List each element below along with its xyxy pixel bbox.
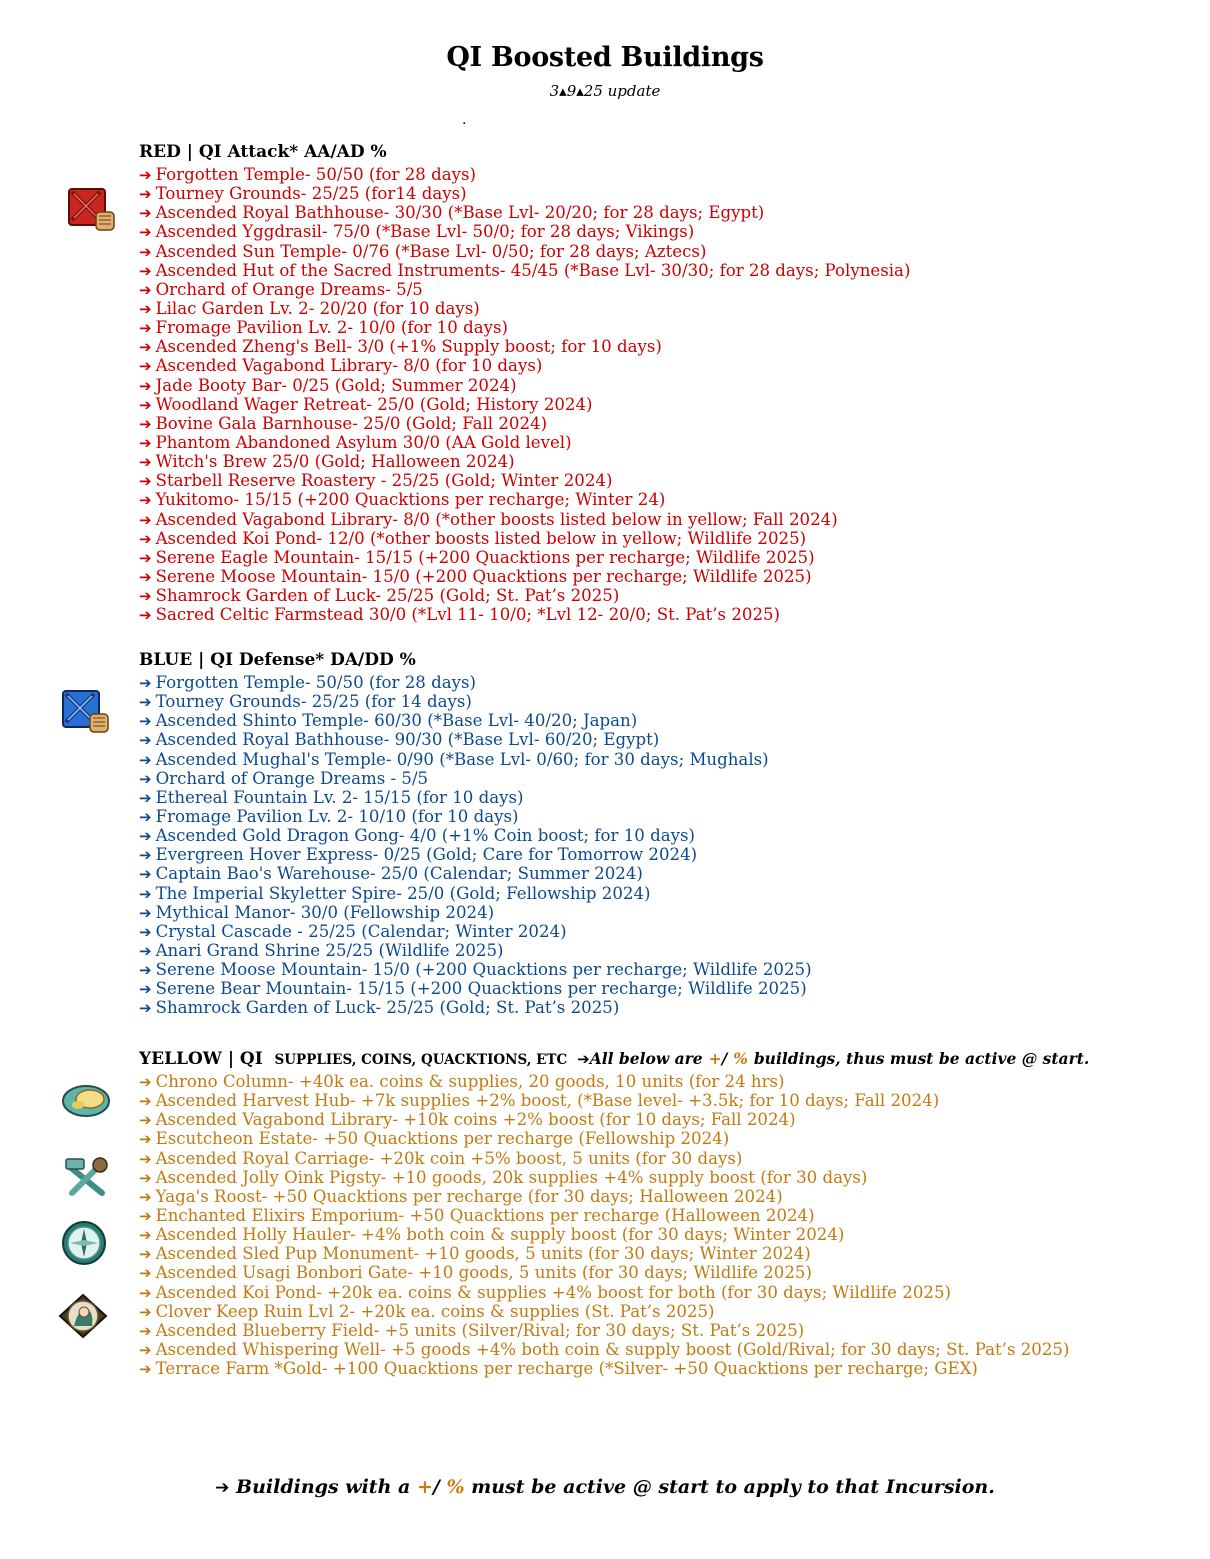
- blue-list-item: [139, 750, 812, 769]
- blue-list-item: [139, 711, 812, 730]
- list-item-text: Ascended Harvest Hub- +7k supplies +2% boost, (*Base level- +3.5k; for 10 days; Fall 2024): [155, 1091, 940, 1111]
- arrow-icon: ➔: [139, 433, 152, 452]
- yellow-list-item: [139, 1340, 1089, 1359]
- red-list-item: [139, 395, 910, 414]
- arrow-icon: ➔: [139, 1302, 152, 1321]
- list-item-text: Ascended Whispering Well- +5 goods +4% both coin & supply boost (Gold/Rival; for 30 days; St. Pat’s 2025): [155, 1339, 1070, 1359]
- arrow-icon: ➔: [139, 941, 152, 960]
- arrow-icon: ➔: [139, 453, 152, 472]
- red-list-item: [139, 510, 910, 529]
- arrow-icon: ➔: [139, 1130, 152, 1149]
- footer-text-a: Buildings with a: [236, 1476, 411, 1498]
- yellow-list-item: [139, 1283, 1089, 1302]
- list-item-text: Ascended Vagabond Library- +10k coins +2% boost (for 10 days; Fall 2024): [155, 1110, 796, 1130]
- arrow-icon: ➔: [139, 1149, 152, 1168]
- arrow-icon: ➔: [139, 261, 152, 280]
- arrow-icon: ➔: [139, 472, 152, 491]
- supplies-icon: [60, 1081, 112, 1121]
- arrow-icon: ➔: [139, 1283, 152, 1302]
- list-item-text: Ascended Sled Pup Monument- +10 goods, 5 units (for 30 days; Winter 2024): [155, 1244, 811, 1264]
- yellow-list-item: [139, 1321, 1089, 1340]
- list-item-text: Ascended Vagabond Library- 8/0 (*other boosts listed below in yellow; Fall 2024): [155, 509, 838, 529]
- page-subtitle: 3▴9▴25 update: [549, 82, 661, 100]
- yellow-list-item: [139, 1072, 1089, 1091]
- arrow-icon: ➔: [139, 1111, 152, 1130]
- red-list-item: [139, 280, 910, 299]
- arrow-icon: ➔: [139, 1264, 152, 1283]
- blue-list-item: [139, 960, 812, 979]
- list-item-text: Serene Eagle Mountain- 15/15 (+200 Quacktions per recharge; Wildlife 2025): [155, 547, 815, 567]
- list-item-text: Bovine Gala Barnhouse- 25/0 (Gold; Fall 2024): [155, 413, 548, 433]
- arrow-icon: ➔: [139, 1187, 152, 1206]
- list-item-text: Escutcheon Estate- +50 Quacktions per recharge (Fellowship 2024): [155, 1129, 730, 1149]
- list-item-text: Ascended Shinto Temple- 60/30 (*Base Lvl- 40/20; Japan): [155, 711, 638, 731]
- arrow-icon: ➔: [139, 1073, 152, 1091]
- red-list-item: [139, 414, 910, 433]
- arrow-icon: ➔: [139, 606, 152, 625]
- list-item-text: Evergreen Hover Express- 0/25 (Gold; Care for Tomorrow 2024): [155, 845, 698, 865]
- yellow-list-item: [139, 1110, 1089, 1129]
- list-item-text: Ascended Jolly Oink Pigsty- +10 goods, 20k supplies +4% supply boost (for 30 days): [155, 1167, 868, 1187]
- arrow-icon: ➔: [139, 1321, 152, 1340]
- blue-list-item: [139, 903, 812, 922]
- list-item-text: Shamrock Garden of Luck- 25/25 (Gold; St. Pat’s 2025): [155, 998, 620, 1018]
- blue-list-item: [139, 730, 812, 749]
- blue-heading: BLUE | QI Defense* DA/DD %: [139, 650, 416, 670]
- arrow-icon: ➔: [139, 1340, 152, 1359]
- arrow-icon: ➔: [139, 903, 152, 922]
- blue-list-item: [139, 941, 812, 960]
- red-list-item: [139, 433, 910, 452]
- footer-percent-symbol: %: [446, 1476, 465, 1498]
- arrow-icon: ➔: [139, 185, 152, 204]
- list-item-text: Phantom Abandoned Asylum 30/0 (AA Gold level): [155, 432, 572, 452]
- yellow-heading-main: YELLOW | QI: [139, 1049, 263, 1069]
- list-item-text: Ascended Koi Pond- 12/0 (*other boosts listed below in yellow; Wildlife 2025): [155, 528, 807, 548]
- yellow-heading: [139, 1048, 1089, 1072]
- yellow-section: [139, 1048, 1089, 1378]
- list-item-text: Ascended Royal Carriage- +20k coin +5% boost, 5 units (for 30 days): [155, 1148, 743, 1168]
- yellow-list-item: [139, 1302, 1089, 1321]
- arrow-icon: ➔: [139, 319, 152, 338]
- arrow-icon: ➔: [139, 242, 152, 261]
- red-list-item: [139, 242, 910, 261]
- yellow-list-item: [139, 1168, 1089, 1187]
- arrow-icon: ➔: [139, 693, 152, 712]
- list-item-text: Ascended Yggdrasil- 75/0 (*Base Lvl- 50/0; for 28 days; Vikings): [155, 222, 695, 242]
- list-item-text: Shamrock Garden of Luck- 25/25 (Gold; St. Pat’s 2025): [155, 586, 620, 606]
- yellow-note-b: buildings, thus must be active @ start.: [753, 1049, 1090, 1068]
- yellow-list-item: [139, 1263, 1089, 1282]
- blue-list-item: [139, 769, 812, 788]
- arrow-icon: ➔: [139, 846, 152, 865]
- arrow-icon: ➔: [139, 548, 152, 567]
- list-item-text: Ascended Usagi Bonbori Gate- +10 goods, 5 units (for 30 days; Wildlife 2025): [155, 1263, 812, 1283]
- list-item-text: Lilac Garden Lv. 2- 20/20 (for 10 days): [155, 298, 480, 318]
- list-item-text: Yaga's Roost- +50 Quacktions per recharge (for 30 days; Halloween 2024): [155, 1186, 783, 1206]
- blue-list-item: [139, 884, 812, 903]
- arrow-icon: ➔: [139, 865, 152, 884]
- list-item-text: Ascended Hut of the Sacred Instruments- 45/45 (*Base Lvl- 30/30; for 28 days; Polynesia): [155, 260, 911, 280]
- arrow-icon: ➔: [139, 204, 152, 223]
- tools-icon: [62, 1153, 110, 1201]
- list-item-text: Tourney Grounds- 25/25 (for 14 days): [155, 692, 472, 712]
- list-item-text: Ascended Vagabond Library- 8/0 (for 10 days): [155, 356, 543, 376]
- list-item-text: Clover Keep Ruin Lvl 2- +20k ea. coins & supplies (St. Pat’s 2025): [155, 1301, 715, 1321]
- red-list-item: [139, 490, 910, 509]
- blue-list: [139, 673, 812, 1018]
- red-list: [139, 165, 910, 624]
- list-item-text: Ascended Blueberry Field- +5 units (Silver/Rival; for 30 days; St. Pat’s 2025): [155, 1320, 805, 1340]
- list-item-text: Forgotten Temple- 50/50 (for 28 days): [155, 673, 476, 692]
- red-list-item: [139, 586, 910, 605]
- page-title: QI Boosted Buildings: [446, 42, 764, 73]
- red-list-item: [139, 452, 910, 471]
- list-item-text: Serene Moose Mountain- 15/0 (+200 Quacktions per recharge; Wildlife 2025): [155, 960, 812, 980]
- heading-arrow-icon: ➔: [577, 1050, 590, 1068]
- blue-list-item: [139, 922, 812, 941]
- arrow-icon: ➔: [139, 1245, 152, 1264]
- arrow-icon: ➔: [139, 884, 152, 903]
- red-list-item: [139, 548, 910, 567]
- slash-symbol: /: [721, 1049, 728, 1068]
- list-item-text: Tourney Grounds- 25/25 (for14 days): [155, 184, 467, 204]
- red-section: [139, 141, 910, 624]
- arrow-icon: ➔: [139, 750, 152, 769]
- yellow-note-a: All below are: [589, 1049, 703, 1068]
- list-item-text: Captain Bao's Warehouse- 25/0 (Calendar; Summer 2024): [155, 864, 643, 884]
- blue-section: [139, 649, 812, 1018]
- list-item-text: Jade Booty Bar- 0/25 (Gold; Summer 2024): [155, 375, 517, 395]
- arrow-icon: ➔: [139, 376, 152, 395]
- red-list-item: [139, 184, 910, 203]
- red-list-item: [139, 605, 910, 624]
- blue-list-item: [139, 845, 812, 864]
- list-item-text: Terrace Farm *Gold- +100 Quacktions per recharge (*Silver- +50 Quacktions per recharge; GEX): [155, 1359, 978, 1379]
- blue-list-item: [139, 692, 812, 711]
- list-item-text: Ascended Koi Pond- +20k ea. coins & supplies +4% boost for both (for 30 days; Wildlife 2025): [155, 1282, 951, 1302]
- arrow-icon: ➔: [139, 280, 152, 299]
- compass-icon: [58, 1219, 110, 1267]
- list-item-text: Chrono Column- +40k ea. coins & supplies, 20 goods, 10 units (for 24 hrs): [155, 1072, 785, 1091]
- red-list-item: [139, 299, 910, 318]
- arrow-icon: ➔: [139, 712, 152, 731]
- arrow-icon: ➔: [139, 414, 152, 433]
- list-item-text: Starbell Reserve Roastery - 25/25 (Gold; Winter 2024): [155, 471, 613, 491]
- arrow-icon: ➔: [139, 357, 152, 376]
- list-item-text: Sacred Celtic Farmstead 30/0 (*Lvl 11- 10/0; *Lvl 12- 20/0; St. Pat’s 2025): [155, 605, 781, 625]
- red-list-item: [139, 356, 910, 375]
- list-item-text: Ascended Sun Temple- 0/76 (*Base Lvl- 0/50; for 28 days; Aztecs): [155, 241, 707, 261]
- arrow-icon: ➔: [139, 491, 152, 510]
- red-list-item: [139, 529, 910, 548]
- plus-symbol: +: [708, 1049, 722, 1068]
- red-heading: RED | QI Attack* AA/AD %: [139, 142, 387, 162]
- list-item-text: Ascended Royal Bathhouse- 90/30 (*Base Lvl- 60/20; Egypt): [155, 730, 660, 750]
- list-item-text: Ethereal Fountain Lv. 2- 15/15 (for 10 days): [155, 787, 524, 807]
- stray-dot: .: [462, 112, 467, 128]
- arrow-icon: ➔: [139, 587, 152, 606]
- list-item-text: Ascended Zheng's Bell- 3/0 (+1% Supply boost; for 10 days): [155, 337, 662, 357]
- list-item-text: Woodland Wager Retreat- 25/0 (Gold; History 2024): [155, 394, 593, 414]
- footer-arrow-icon: ➔: [215, 1478, 230, 1498]
- blue-list-item: [139, 826, 812, 845]
- arrow-icon: ➔: [139, 338, 152, 357]
- list-item-text: Orchard of Orange Dreams- 5/5: [155, 279, 423, 299]
- list-item-text: Serene Bear Mountain- 15/15 (+200 Quacktions per recharge; Wildlife 2025): [155, 979, 807, 999]
- yellow-list-item: [139, 1149, 1089, 1168]
- arrow-icon: ➔: [139, 731, 152, 750]
- list-item-text: Mythical Manor- 30/0 (Fellowship 2024): [155, 902, 495, 922]
- list-item-text: Orchard of Orange Dreams - 5/5: [155, 768, 429, 788]
- list-item-text: Anari Grand Shrine 25/25 (Wildlife 2025): [155, 940, 504, 960]
- red-list-item: [139, 261, 910, 280]
- arrow-icon: ➔: [139, 223, 152, 242]
- arrow-icon: ➔: [139, 788, 152, 807]
- arrow-icon: ➔: [139, 567, 152, 586]
- footer-plus-symbol: +: [416, 1476, 433, 1498]
- yellow-list-item: [139, 1359, 1089, 1378]
- yellow-list-item: [139, 1244, 1089, 1263]
- blue-list-item: [139, 673, 812, 692]
- blue-list-item: [139, 979, 812, 998]
- list-item-text: Ascended Gold Dragon Gong- 4/0 (+1% Coin boost; for 10 days): [155, 826, 695, 846]
- arrow-icon: ➔: [139, 980, 152, 999]
- arrow-icon: ➔: [139, 1206, 152, 1225]
- list-item-text: Crystal Cascade - 25/25 (Calendar; Winter 2024): [155, 921, 567, 941]
- arrow-icon: ➔: [139, 395, 152, 414]
- list-item-text: Enchanted Elixirs Emporium- +50 Quacktions per recharge (Halloween 2024): [155, 1205, 815, 1225]
- blue-list-item: [139, 864, 812, 883]
- blue-list-item: [139, 807, 812, 826]
- arrow-icon: ➔: [139, 1360, 152, 1379]
- arrow-icon: ➔: [139, 529, 152, 548]
- arrow-icon: ➔: [139, 1168, 152, 1187]
- arrow-icon: ➔: [139, 807, 152, 826]
- arrow-icon: ➔: [139, 510, 152, 529]
- list-item-text: Witch's Brew 25/0 (Gold; Halloween 2024): [155, 452, 515, 472]
- arrow-icon: ➔: [139, 166, 152, 184]
- list-item-text: The Imperial Skyletter Spire- 25/0 (Gold; Fellowship 2024): [155, 883, 651, 903]
- red-attack-icon: [66, 186, 118, 234]
- list-item-text: Fromage Pavilion Lv. 2- 10/0 (for 10 days): [155, 318, 508, 338]
- list-item-text: Fromage Pavilion Lv. 2- 10/10 (for 10 days): [155, 806, 519, 826]
- yellow-list-item: [139, 1091, 1089, 1110]
- footer-note: [0, 1476, 1210, 1498]
- red-list-item: [139, 222, 910, 241]
- yellow-list: [139, 1072, 1089, 1378]
- red-list-item: [139, 165, 910, 184]
- arrow-icon: ➔: [139, 827, 152, 846]
- yellow-list-item: [139, 1225, 1089, 1244]
- arrow-icon: ➔: [139, 769, 152, 788]
- list-item-text: Ascended Holly Hauler- +4% both coin & supply boost (for 30 days; Winter 2024): [155, 1225, 845, 1245]
- blue-list-item: [139, 998, 812, 1017]
- footer-text-b: must be active @ start to apply to that Incursion.: [471, 1476, 995, 1498]
- list-item-text: Ascended Mughal's Temple- 0/90 (*Base Lvl- 0/60; for 30 days; Mughals): [155, 749, 769, 769]
- yellow-list-item: [139, 1129, 1089, 1148]
- yellow-list-item: [139, 1206, 1089, 1225]
- red-list-item: [139, 203, 910, 222]
- list-item-text: Ascended Royal Bathhouse- 30/30 (*Base Lvl- 20/20; for 28 days; Egypt): [155, 203, 765, 223]
- red-list-item: [139, 318, 910, 337]
- arrow-icon: ➔: [139, 1092, 152, 1111]
- arrow-icon: ➔: [139, 1226, 152, 1245]
- red-list-item: [139, 471, 910, 490]
- arrow-icon: ➔: [139, 999, 152, 1018]
- blue-defense-icon: [60, 688, 114, 738]
- percent-symbol: %: [733, 1049, 748, 1068]
- arrow-icon: ➔: [139, 961, 152, 980]
- red-list-item: [139, 376, 910, 395]
- arrow-icon: ➔: [139, 299, 152, 318]
- list-item-text: Serene Moose Mountain- 15/0 (+200 Quacktions per recharge; Wildlife 2025): [155, 566, 812, 586]
- red-list-item: [139, 337, 910, 356]
- arrow-icon: ➔: [139, 922, 152, 941]
- arrow-icon: ➔: [139, 674, 152, 692]
- yellow-list-item: [139, 1187, 1089, 1206]
- blue-list-item: [139, 788, 812, 807]
- list-item-text: Forgotten Temple- 50/50 (for 28 days): [155, 165, 476, 184]
- footer-slash-symbol: /: [432, 1476, 440, 1498]
- yellow-heading-sub: SUPPLIES, COINS, QUACKTIONS, ETC: [274, 1052, 568, 1068]
- red-list-item: [139, 567, 910, 586]
- portrait-icon: [56, 1292, 110, 1340]
- list-item-text: Yukitomo- 15/15 (+200 Quacktions per recharge; Winter 24): [155, 490, 666, 510]
